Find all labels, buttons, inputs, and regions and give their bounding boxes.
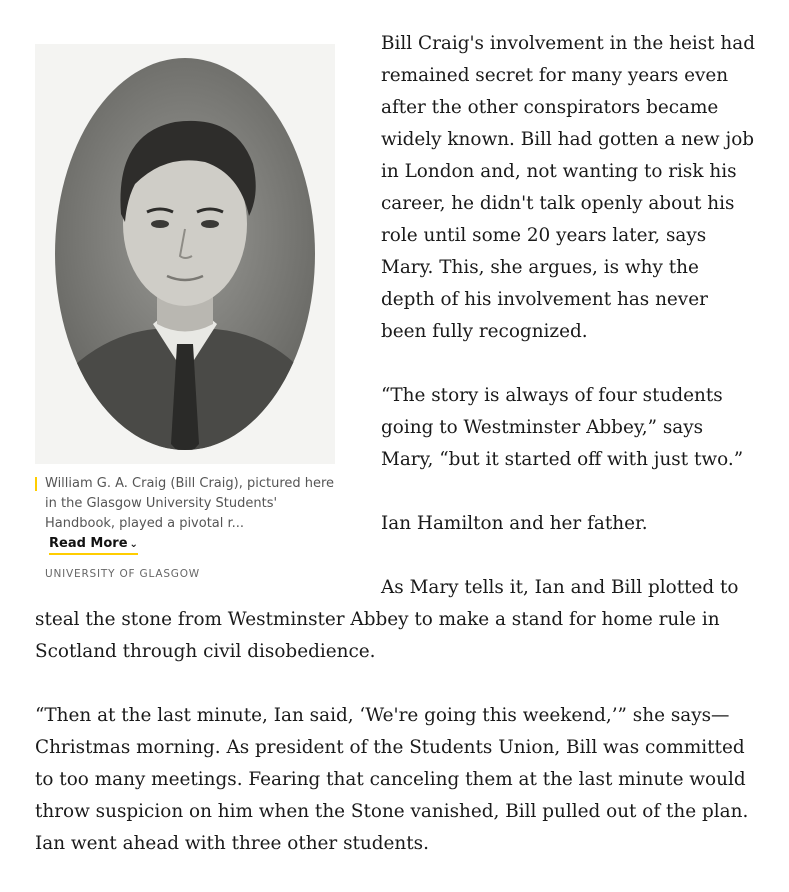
paragraph: As Mary tells it, Ian and Bill plotted to steal the stone from Westminster Abbey to make a stand for home rule in Scotland through civil disobedience. xyxy=(35,577,739,662)
read-more-label: Read More xyxy=(49,536,128,551)
photo-credit: UNIVERSITY OF GLASGOW xyxy=(45,568,200,580)
read-more-button[interactable] xyxy=(49,536,138,555)
portrait-photo[interactable] xyxy=(35,44,335,464)
portrait-image xyxy=(35,44,335,464)
paragraph: Bill Craig's involvement in the heist had remained secret for many years even after the other conspirators became widely known. Bill had gotten a new job in London and, not wanting to risk his career, he didn't talk openly about his role until some 20 years later, says Mary. This, she argues, is why the depth of his involvement has never been fully recognized. xyxy=(381,33,755,342)
paragraph: Ian Hamilton and her father. xyxy=(381,513,648,534)
paragraph: “Then at the last minute, Ian said, ‘We're going this weekend,’” she says—Christmas morning. As president of the Students Union, Bill was committed to too many meetings. Fearing that canceling them at the last minute would throw suspicion on him when the Stone vanished, Bill pulled out of the plan. Ian went ahead with three other students. xyxy=(35,705,749,854)
article-body xyxy=(35,28,755,892)
caption-accent-bar xyxy=(35,477,37,491)
chevron-down-icon: ⌄ xyxy=(129,539,138,550)
article-figure xyxy=(35,44,335,581)
paragraph: “The story is always of four students going to Westminster Abbey,” says Mary, “but it started off with just two.” xyxy=(381,385,744,470)
caption-text: William G. A. Craig (Bill Craig), pictured here in the Glasgow University Students' Handbook, played a pivotal r... xyxy=(45,476,335,531)
photo-caption xyxy=(35,474,335,555)
